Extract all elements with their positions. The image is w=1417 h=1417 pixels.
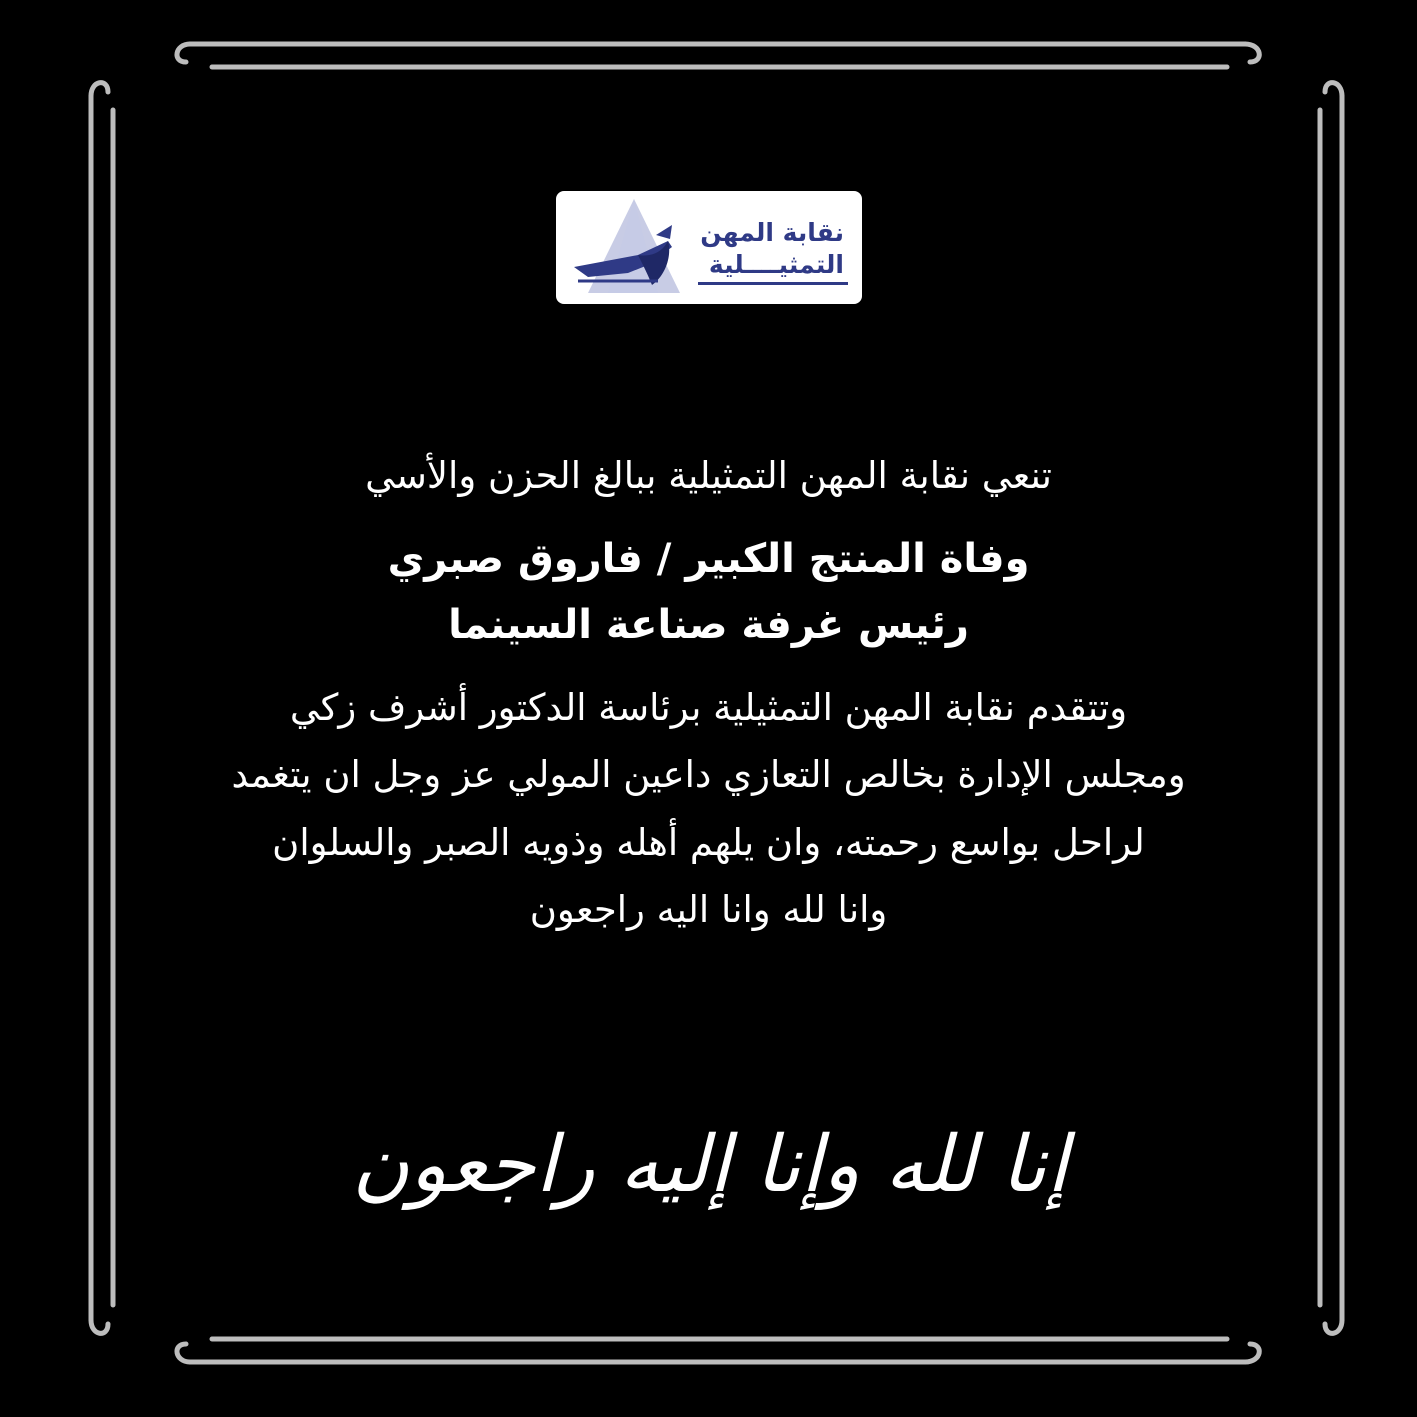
logo-line-2: التمثيــــلية bbox=[708, 250, 844, 279]
calligraphy-verse: إنا لله وإنا إليه راجعون bbox=[351, 1120, 1069, 1210]
condolence-line-2: ومجلس الإدارة بخالص التعازي داعين المولي عز وجل ان يتغمد bbox=[231, 753, 1186, 796]
syndicate-logo bbox=[556, 191, 862, 304]
deceased-name-line: وفاة المنتج الكبير / فاروق صبري bbox=[387, 536, 1030, 582]
deceased-title-line: رئيس غرفة صناعة السينما bbox=[448, 602, 969, 648]
condolence-line-1: وتتقدم نقابة المهن التمثيلية برئاسة الدكتور أشرف زكي bbox=[289, 686, 1128, 729]
intro-line: تنعي نقابة المهن التمثيلية ببالغ الحزن والأسي bbox=[365, 454, 1052, 497]
logo-underline bbox=[698, 282, 848, 285]
condolence-line-3: لراحل بواسع رحمته، وان يلهم أهله وذويه الصبر والسلوان bbox=[272, 821, 1145, 864]
logo-line-1: نقابة المهن bbox=[700, 218, 844, 247]
logo-wordmark bbox=[684, 217, 844, 281]
pyramid-mask-emblem-icon bbox=[568, 195, 686, 299]
condolence-line-4: وانا لله وانا اليه راجعون bbox=[529, 888, 888, 931]
